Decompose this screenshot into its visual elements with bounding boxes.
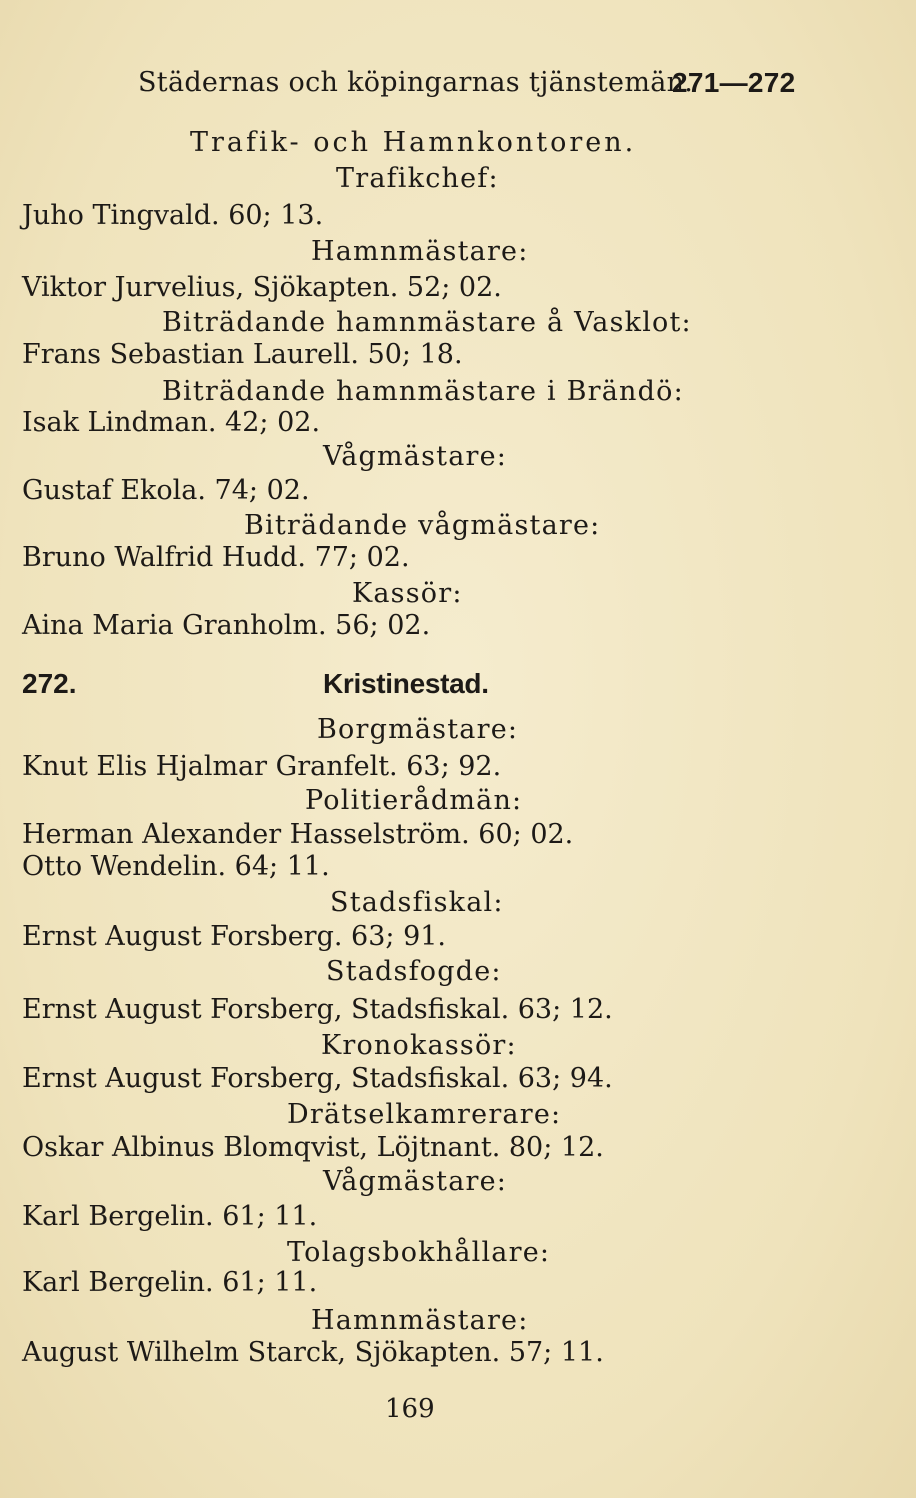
entry-heading: Stadsfogde:: [326, 956, 502, 987]
entry-name: Herman Alexander Hasselström. 60; 02.: [22, 819, 574, 850]
entry-name: Juho Tingvald. 60; 13.: [22, 200, 324, 231]
entry-heading: Biträdande hamnmästare å Vasklot:: [162, 307, 692, 338]
entry-name: Ernst August Forsberg, Stadsfiskal. 63; 94.: [22, 1063, 613, 1094]
entry-name: Frans Sebastian Laurell. 50; 18.: [22, 339, 463, 370]
entry-heading: Hamnmästare:: [311, 1305, 529, 1336]
entry-heading: Borgmästare:: [317, 714, 519, 745]
running-head-range: 271—272: [672, 67, 796, 98]
entry-heading: Kronokassör:: [321, 1030, 517, 1061]
entry-heading: Kassör:: [352, 578, 463, 609]
entry-name: Otto Wendelin. 64; 11.: [22, 851, 330, 882]
entry-name: Bruno Walfrid Hudd. 77; 02.: [22, 542, 410, 573]
entry-name: August Wilhelm Starck, Sjökapten. 57; 11.: [22, 1337, 604, 1368]
entry-name: Ernst August Forsberg, Stadsfiskal. 63; 12.: [22, 994, 613, 1025]
entry-name: Karl Bergelin. 61; 11.: [22, 1267, 318, 1298]
running-head: [138, 66, 796, 100]
entry-heading: Tolagsbokhållare:: [287, 1237, 551, 1268]
entry-heading: Biträdande vågmästare:: [244, 510, 601, 541]
entry-heading: Trafikchef:: [336, 163, 499, 194]
entry-heading: Vågmästare:: [323, 1166, 508, 1197]
entry-heading: Drätselkamrerare:: [287, 1099, 562, 1130]
running-head-title: Städernas och köpingarnas tjänstemän.: [138, 67, 694, 98]
entry-name: Gustaf Ekola. 74; 02.: [22, 475, 310, 506]
entry-name: Viktor Jurvelius, Sjökapten. 52; 02.: [22, 272, 502, 303]
entry-name: Knut Elis Hjalmar Granfelt. 63; 92.: [22, 751, 502, 782]
section-title: Trafik- och Hamnkontoren.: [190, 127, 637, 158]
entry-name: Aina Maria Granholm. 56; 02.: [22, 610, 431, 641]
town-title: Kristinestad.: [323, 668, 489, 699]
entry-heading: Politierådmän:: [305, 785, 523, 816]
section-number: 272.: [22, 668, 77, 699]
entry-name: Ernst August Forsberg. 63; 91.: [22, 921, 447, 952]
entry-heading: Vågmästare:: [323, 441, 508, 472]
entry-heading: Biträdande hamnmästare i Brändö:: [162, 376, 684, 407]
entry-heading: Hamnmästare:: [311, 236, 529, 267]
entry-heading: Stadsfiskal:: [330, 887, 504, 918]
entry-name: Isak Lindman. 42; 02.: [22, 407, 321, 438]
entry-name: Karl Bergelin. 61; 11.: [22, 1201, 318, 1232]
page-number: 169: [385, 1394, 435, 1424]
entry-name: Oskar Albinus Blomqvist, Löjtnant. 80; 12.: [22, 1132, 604, 1163]
